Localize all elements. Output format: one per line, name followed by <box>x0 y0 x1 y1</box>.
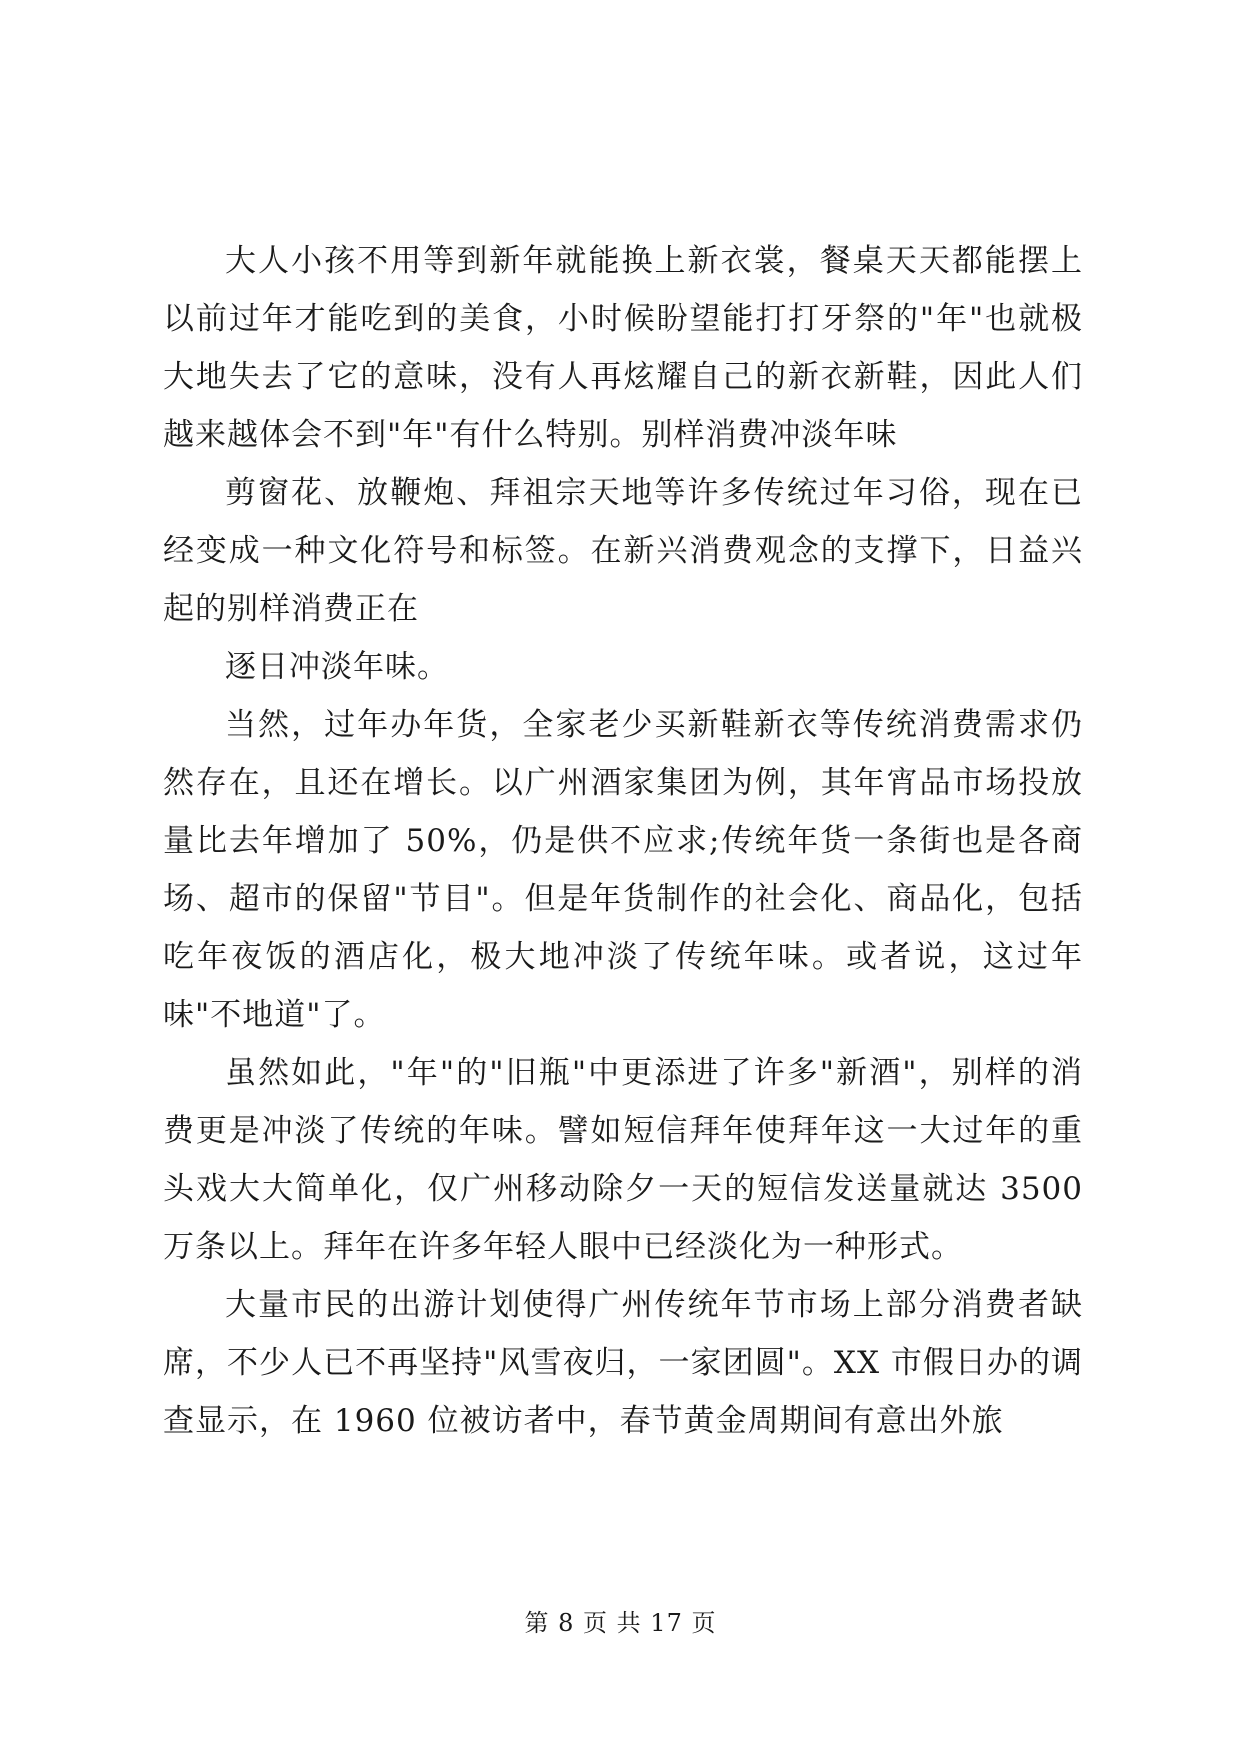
page-footer: 第 8 页 共 17 页 <box>524 1609 717 1637</box>
paragraph-2: 剪窗花、放鞭炮、拜祖宗天地等许多传统过年习俗，现在已经变成一种文化符号和标签。在新兴消费观念的支撑下，日益兴起的别样消费正在 <box>163 475 1083 627</box>
paragraph-5: 虽然如此，"年"的"旧瓶"中更添进了许多"新酒"，别样的消费更是冲淡了传统的年味。譬如短信拜年使拜年这一大过年的重头戏大大简单化，仅广州移动除夕一天的短信发送量就达 3500 万条以上。拜年在许多年轻人眼中已经淡化为一种形式。 <box>163 1055 1083 1265</box>
body-text <box>163 232 1083 1450</box>
paragraph-6: 大量市民的出游计划使得广州传统年节市场上部分消费者缺席，不少人已不再坚持"风雪夜归，一家团圆"。XX 市假日办的调查显示，在 1960 位被访者中，春节黄金周期间有意出外旅 <box>163 1287 1083 1439</box>
paragraph-1: 大人小孩不用等到新年就能换上新衣裳，餐桌天天都能摆上以前过年才能吃到的美食，小时候盼望能打打牙祭的"年"也就极大地失去了它的意味，没有人再炫耀自己的新衣新鞋，因此人们越来越体会不到"年"有什么特别。别样消费冲淡年味 <box>163 243 1083 453</box>
paragraph-4: 当然，过年办年货，全家老少买新鞋新衣等传统消费需求仍然存在，且还在增长。以广州酒家集团为例，其年宵品市场投放量比去年增加了 50%，仍是供不应求;传统年货一条街也是各商场、超市的保留"节目"。但是年货制作的社会化、商品化，包括吃年夜饭的酒店化，极大地冲淡了传统年味。或者说，这过年味"不地道"了。 <box>163 707 1083 1033</box>
paragraph-3: 逐日冲淡年味。 <box>225 649 449 685</box>
